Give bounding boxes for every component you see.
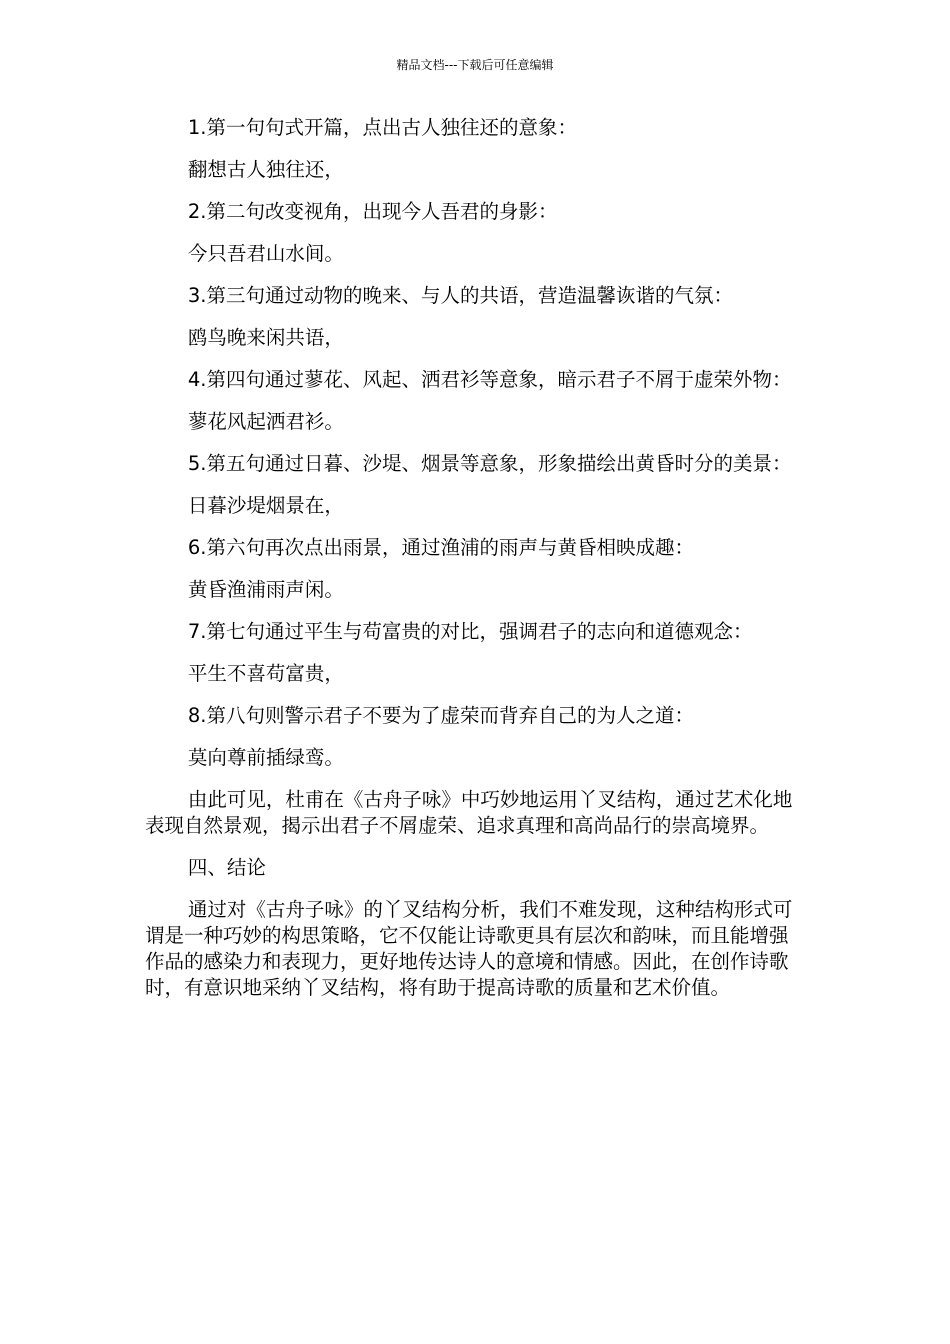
paragraph: 7.第七句通过平生与苟富贵的对比，强调君子的志向和道德观念： xyxy=(187,620,753,643)
paragraph: 鸥鸟晚来闲共语， xyxy=(187,326,344,349)
paragraph: 翻想古人独往还， xyxy=(187,158,344,181)
paragraph: 平生不喜苟富贵， xyxy=(187,662,344,685)
page-header: 精品文档---下载后可任意编辑 xyxy=(396,58,554,72)
paragraph: 今只吾君山水间。 xyxy=(187,242,344,265)
paragraph: 由此可见，杜甫在《古舟子咏》中巧妙地运用丫叉结构，通过艺术化地表现自然景观，揭示出君子不屑虚荣、追求真理和高尚品行的崇高境界。 xyxy=(145,788,793,837)
paragraph: 蓼花风起洒君衫。 xyxy=(187,410,344,433)
paragraph: 日暮沙堤烟景在， xyxy=(187,494,344,517)
paragraph: 黄昏渔浦雨声闲。 xyxy=(187,578,344,601)
paragraph: 通过对《古舟子咏》的丫叉结构分析，我们不难发现，这种结构形式可谓是一种巧妙的构思策略，它不仅能让诗歌更具有层次和韵味，而且能增强作品的感染力和表现力，更好地传达诗人的意境和情感。因此，在创作诗歌时，有意识地采纳丫叉结构，将有助于提高诗歌的质量和艺术价值。 xyxy=(145,898,793,999)
paragraph: 4.第四句通过蓼花、风起、洒君衫等意象，暗示君子不屑于虚荣外物： xyxy=(187,368,792,391)
paragraph: 6.第六句再次点出雨景，通过渔浦的雨声与黄昏相映成趣： xyxy=(187,536,694,559)
paragraph: 1.第一句句式开篇，点出古人独往还的意象： xyxy=(187,116,577,139)
paragraph: 5.第五句通过日暮、沙堤、烟景等意象，形象描绘出黄昏时分的美景： xyxy=(187,452,792,475)
document-body xyxy=(145,115,795,1017)
paragraph: 莫向尊前插绿鸾。 xyxy=(187,746,344,769)
paragraph: 2.第二句改变视角，出现今人吾君的身影： xyxy=(187,200,558,223)
section-heading: 四、结论 xyxy=(187,856,266,879)
paragraph: 8.第八句则警示君子不要为了虚荣而背弃自己的为人之道： xyxy=(187,704,694,727)
paragraph: 3.第三句通过动物的晚来、与人的共语，营造温馨诙谐的气氛： xyxy=(187,284,733,307)
